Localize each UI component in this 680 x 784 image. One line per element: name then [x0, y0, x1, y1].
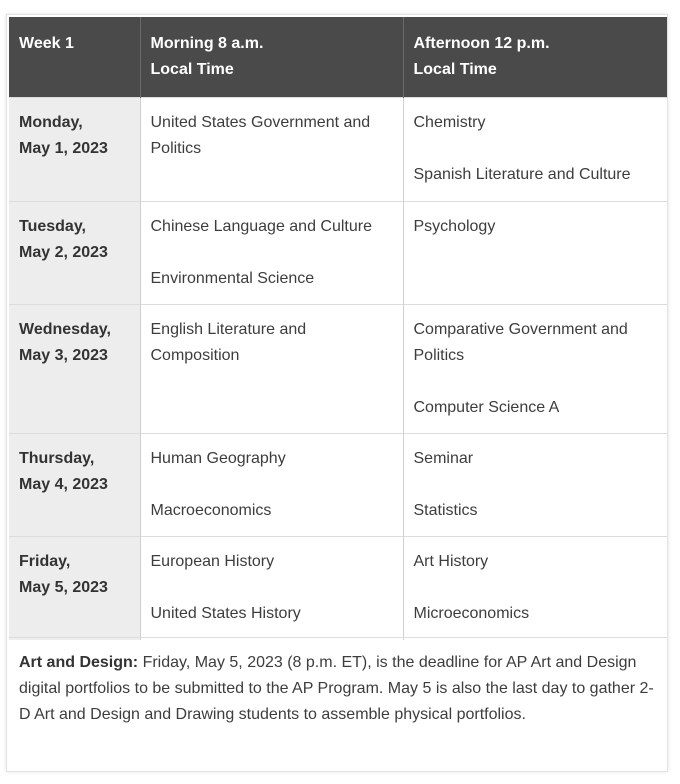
- note-text: Friday, May 5, 2023 (8 p.m. ET), is the deadline for AP Art and Design digital portfolios to be submitted to the AP Program. May 5 is also the last day to gather 2-D Art and Design and Drawing students to assemble physical portfolios.: [19, 654, 654, 723]
- morning-cell: Human Geography Macroeconomics: [140, 434, 403, 537]
- table-row: [9, 305, 667, 434]
- exam-schedule-table: [9, 17, 667, 640]
- table-row: [9, 434, 667, 537]
- table-row: [9, 537, 667, 640]
- morning-cell: English Literature and Composition: [140, 305, 403, 434]
- table-row: [9, 202, 667, 305]
- afternoon-cell: Psychology: [403, 202, 667, 305]
- day-cell: Wednesday, May 3, 2023: [9, 305, 140, 434]
- afternoon-cell: Chemistry Spanish Literature and Culture: [403, 98, 667, 202]
- schedule-container: [6, 14, 668, 772]
- afternoon-cell: Seminar Statistics: [403, 434, 667, 537]
- afternoon-cell: Art History Microeconomics: [403, 537, 667, 640]
- header-afternoon: Afternoon 12 p.m. Local Time: [403, 17, 667, 98]
- art-design-note: [9, 637, 667, 728]
- morning-cell: European History United States History: [140, 537, 403, 640]
- header-week: Week 1: [9, 17, 140, 98]
- day-cell: Monday, May 1, 2023: [9, 98, 140, 202]
- day-cell: Thursday, May 4, 2023: [9, 434, 140, 537]
- day-cell: Tuesday, May 2, 2023: [9, 202, 140, 305]
- day-cell: Friday, May 5, 2023: [9, 537, 140, 640]
- morning-cell: United States Government and Politics: [140, 98, 403, 202]
- table-header-row: [9, 17, 667, 98]
- afternoon-cell: Comparative Government and Politics Computer Science A: [403, 305, 667, 434]
- table-row: [9, 98, 667, 202]
- note-label: Art and Design:: [19, 654, 139, 671]
- morning-cell: Chinese Language and Culture Environmental Science: [140, 202, 403, 305]
- header-morning: Morning 8 a.m. Local Time: [140, 17, 403, 98]
